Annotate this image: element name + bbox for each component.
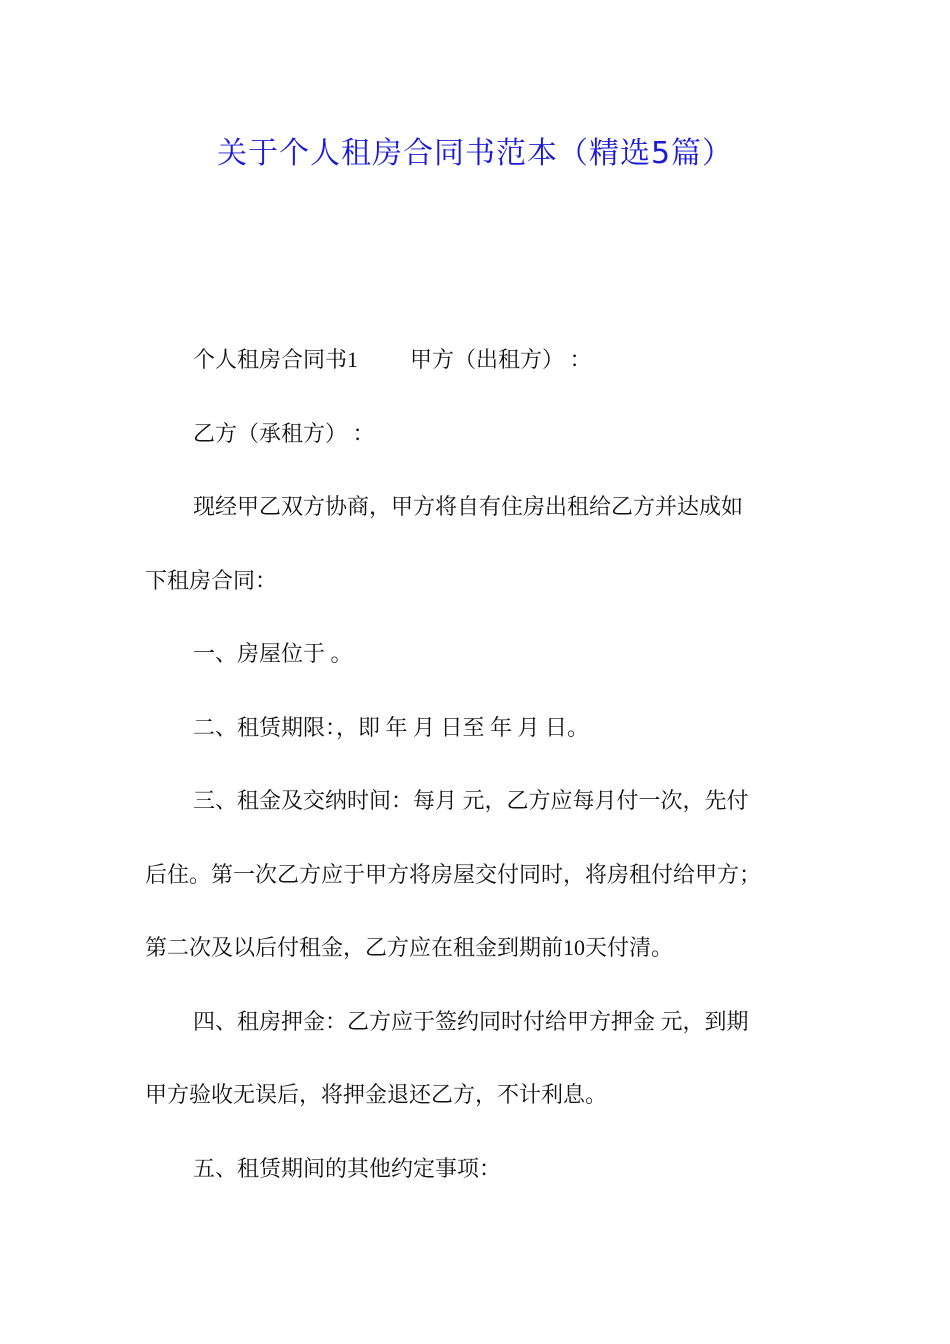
line-text: 一、房屋位于 。 xyxy=(193,641,353,666)
paragraph-line xyxy=(145,336,825,410)
paragraph-line xyxy=(145,557,825,631)
line-text: 乙方（承租方） ： xyxy=(193,420,375,446)
line-text: 四、租房押金：乙方应于签约同时付给甲方押金 元，到期 xyxy=(193,1008,749,1034)
line-text: 第二次及以后付租金，乙方应在租金到期前10天付清。 xyxy=(145,935,674,960)
paragraph-line xyxy=(145,410,825,484)
paragraph-line xyxy=(145,1145,825,1219)
paragraph-line xyxy=(145,483,825,557)
paragraph-line xyxy=(145,704,825,778)
line-text: 现经甲乙双方协商，甲方将自有住房出租给乙方并达成如 xyxy=(193,494,744,519)
paragraph-line xyxy=(145,630,825,704)
line-text: 二、租赁期限：，即 年 月 日至 年 月 日。 xyxy=(193,714,590,740)
paragraph-line xyxy=(145,777,825,851)
document-body xyxy=(145,336,825,1218)
line-text: 甲方（出租方） ： xyxy=(410,347,592,372)
paragraph-line xyxy=(145,924,825,998)
document-title: 关于个人租房合同书范本（精选5篇） xyxy=(216,136,734,171)
paragraph-line xyxy=(145,998,825,1072)
paragraph-line xyxy=(145,1071,825,1145)
line-text: 后住。第一次乙方应于甲方将房屋交付同时，将房租付给甲方； xyxy=(145,861,762,887)
paragraph-line xyxy=(145,851,825,925)
line-text: 三、租金及交纳时间：每月 元，乙方应每月付一次，先付 xyxy=(193,788,749,813)
line-text: 个人租房合同书1 xyxy=(193,347,359,372)
line-text: 下租房合同： xyxy=(145,567,278,593)
line-text: 五、租赁期间的其他约定事项： xyxy=(193,1155,502,1181)
line-text: 甲方验收无误后，将押金退还乙方，不计利息。 xyxy=(145,1082,608,1107)
